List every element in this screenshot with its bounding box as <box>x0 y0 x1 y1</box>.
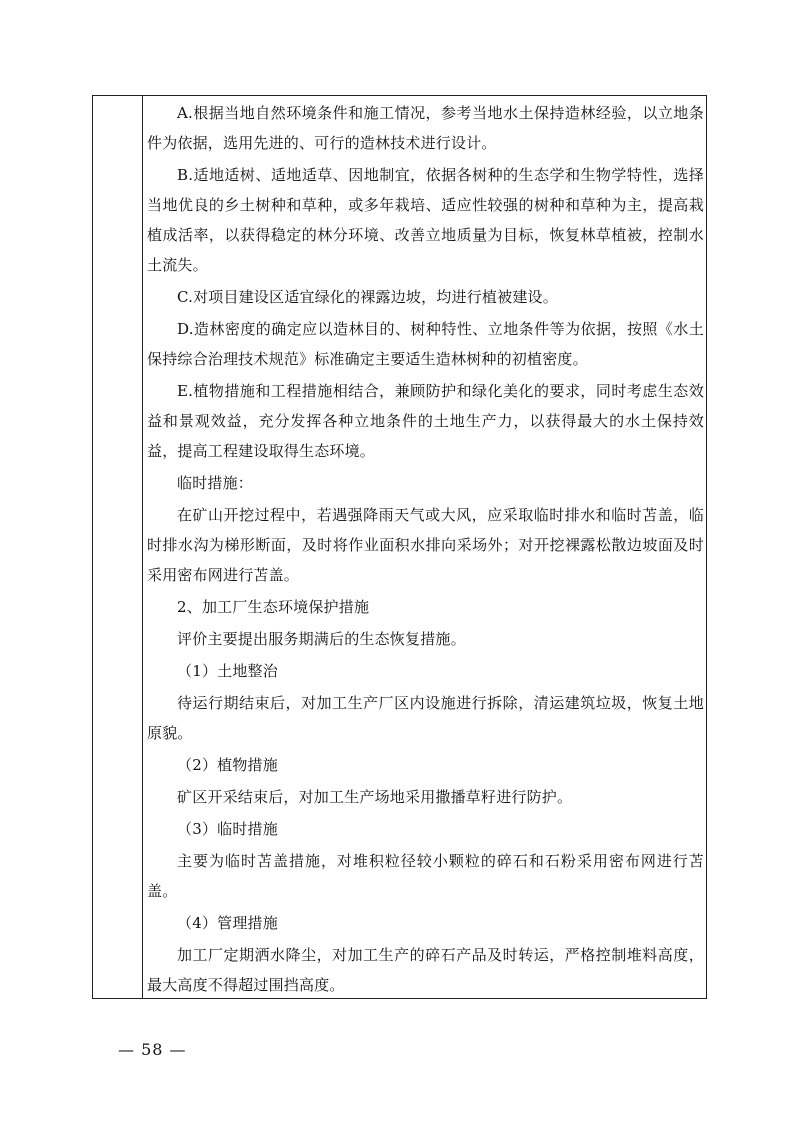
section-2-heading: 2、加工厂生态环境保护措施 <box>177 598 370 616</box>
content-table <box>92 95 707 999</box>
page-number: — 58 — <box>118 1040 187 1059</box>
plant-measures-heading: （2）植物措施 <box>177 756 278 774</box>
temporary-measures-3-heading: （3）临时措施 <box>177 820 278 838</box>
temporary-measures-text: 在矿山开挖过程中，若遇强降雨天气或大风，应采取临时排水和临时苫盖，临时排水沟为梯形断面，及时将作业面积水排向采场外；对开挖裸露松散边坡面及时采用密布网进行苫盖。 <box>147 506 704 584</box>
temporary-measures-heading: 临时措施： <box>177 474 254 492</box>
land-remediation-text: 待运行期结束后，对加工生产厂区内设施进行拆除，清运建筑垃圾，恢复土地原貌。 <box>147 694 704 742</box>
plant-measures-text: 矿区开采结束后，对加工生产场地采用撒播草籽进行防护。 <box>177 788 573 806</box>
paragraph-e: E.植物措施和工程措施相结合，兼顾防护和绿化美化的要求，同时考虑生态效益和景观效益，充分发挥各种立地条件的土地生产力，以获得最大的水土保持效益，提高工程建设取得生态环境。 <box>147 382 704 460</box>
management-measures-heading: （4）管理措施 <box>177 914 278 932</box>
land-remediation-heading: （1）土地整治 <box>177 662 278 680</box>
management-measures-text: 加工厂定期洒水降尘，对加工生产的碎石产品及时转运，严格控制堆料高度，最大高度不得超过围挡高度。 <box>147 946 704 994</box>
paragraph-a: A.根据当地自然环境条件和施工情况，参考当地水土保持造林经验，以立地条件为依据，选用先进的、可行的造林技术进行设计。 <box>147 104 704 152</box>
evaluation-text: 评价主要提出服务期满后的生态恢复措施。 <box>177 630 466 648</box>
paragraph-b: B.适地适树、适地适草、因地制宜，依据各树种的生态学和生物学特性，选择当地优良的乡土树种和草种，或多年栽培、适应性较强的树种和草种为主，提高栽植成活率，以获得稳定的林分环境、改善立地质量为目标，恢复林草植被，控制水土流失。 <box>147 166 704 274</box>
paragraph-c: C.对项目建设区适宜绿化的裸露边坡，均进行植被建设。 <box>177 288 558 306</box>
column-divider <box>142 96 143 998</box>
table-content-cell <box>147 98 704 1002</box>
temporary-measures-3-text: 主要为临时苫盖措施，对堆积粒径较小颗粒的碎石和石粉采用密布网进行苫盖。 <box>147 852 704 900</box>
paragraph-d: D.造林密度的确定应以造林目的、树种特性、立地条件等为依据，按照《水土保持综合治理技术规范》标准确定主要适生造林树种的初植密度。 <box>147 320 704 368</box>
